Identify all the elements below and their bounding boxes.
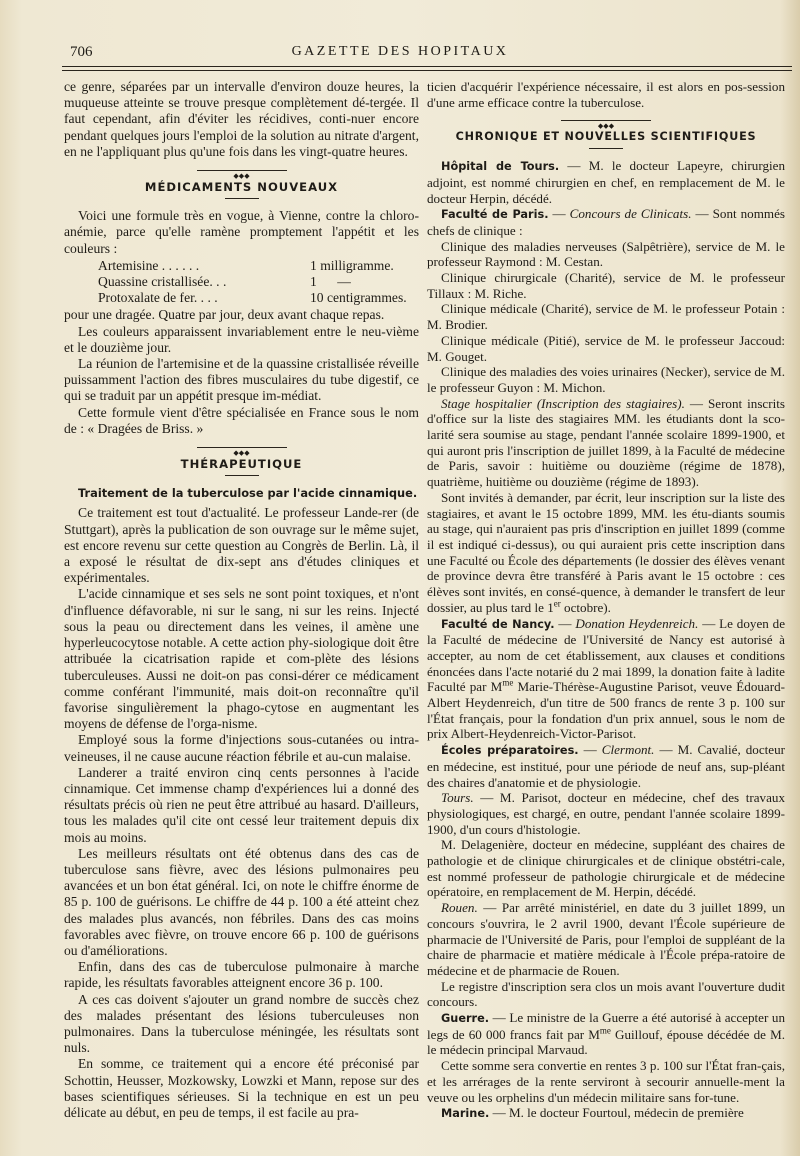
formula-row	[64, 274, 419, 290]
therapeutique-paragraph: Enfin, dans des cas de tuberculose pulmonaire à marche rapide, les résultats favorables atteignent encore 36 p. 100.	[64, 959, 419, 991]
news-italic: Clermont.	[601, 742, 655, 758]
clinique-item: Clinique des maladies des voies urinaires (Necker), service de M. le professeur Guyon : M. Michon.	[427, 364, 785, 395]
therapeutique-paragraph: Landerer a traité environ cinq cents personnes à l'acide cinnamique. Cet immense champ d'expériences lui a donné des résultats précis où rien ne peut être attribué au hasard. D'ailleurs, tous les malades qu'il cite ont cessé leur traitement depuis dix mois au moins.	[64, 764, 419, 845]
medicaments-paragraph: La réunion de l'artemisine et de la quassine cristallisée réveille puissamment l'action des fibres musculaires du tube digestif, ce qui se traduit par un appétit presque im-médiat.	[64, 356, 419, 404]
news-text: Sont invités à demander, par écrit, leur inscription sur la liste des stagiaires, et avant le 15 octobre 1899, MM. les étu-diants soumis au stage, qui n'auraient pas pris d'inscription en juillet 1899 (comme il est indiqué ci-dessus), ou qui auraient pris cette inscription dans une Faculté ou École des départements (le dossier des élèves venant de province devra être transféré à Paris avant le 15 octobre : ces élèves sont invités, en consé-quence, à demander le transfert de leur dossier, au plus tard le 1	[427, 489, 785, 615]
clinique-item: Clinique médicale (Pitié), service de M. le professeur Jaccoud: M. Gouget.	[427, 332, 785, 364]
news-italic: Tours.	[441, 790, 474, 806]
news-dash: —	[548, 206, 570, 222]
clinique-item: Clinique des maladies nerveuses (Salpêtrière), service de M. le professeur Raymond : M. Cestan.	[427, 238, 785, 270]
news-text: Guillouf, épouse décédée de M. le médecin principal Marvaud.	[427, 1026, 785, 1058]
section-title-therapeutique: THÉRAPEUTIQUE	[180, 457, 303, 472]
news-text: — M. Parisot, docteur en médecine, chef des travaux physiologiques, est chargé, en outre, pendant l'année scolaire 1899-1900, d'un cours d'histologie.	[427, 790, 785, 837]
medicaments-paragraph: Les couleurs apparaissent invariablement entre le neu-vième et le douzième jour.	[64, 323, 419, 355]
news-item-paris	[427, 206, 785, 238]
news-item-registre: Le registre d'inscription sera clos un mois avant l'ouverture dudit concours.	[427, 978, 785, 1010]
formula-quantity: 10 centigrammes.	[310, 290, 407, 306]
news-item-tours-ecole	[427, 790, 785, 837]
clinique-item: Clinique médicale (Charité), service de M. le professeur Potain : M. Brodier.	[427, 301, 785, 333]
news-heading: Écoles préparatoires.	[441, 744, 579, 758]
news-text: — Sont nommés chefs de clinique :	[427, 206, 786, 238]
news-item-guerre	[427, 1010, 785, 1058]
news-item-marine	[427, 1105, 785, 1122]
title-underline	[589, 148, 623, 149]
section-separator: ◆◆◆	[64, 166, 419, 175]
news-italic: Concours de Clinicats.	[569, 206, 692, 222]
news-item-ecoles	[427, 742, 785, 790]
medicaments-paragraph: Cette formule vient d'être spécialisée en France sous le nom de : « Dragées de Briss. »	[64, 404, 419, 436]
section-separator: ◆◆◆	[64, 443, 419, 452]
news-item-delageniere: M. Delagenière, docteur en médecine, suppléant des chaires de pathologie et de clinique chirurgicales et de clinique obstétri-cale, est nommé professeur de pathologie chirurgicale et de médecine opératoire, en remplacement de M. Herpin, décédé.	[427, 837, 785, 900]
right-intro: ticien d'acquérir l'expérience nécessaire, il est alors en pos-session d'une arme efficace contre la tuberculose.	[427, 79, 785, 110]
header-rule	[62, 66, 792, 67]
news-text: octobre).	[560, 599, 611, 615]
therapeutique-paragraph: L'acide cinnamique et ses sels ne sont point toxiques, et n'ont d'influence défavorable, ni sur le sang, ni sur les reins. Injecté sous la peau ou directement dans les veines, il amène une hyperleucocytose notable. A cette action phy-siologique doit être attribuée la cicatrisation rapide et com-plète des lésions tuberculeuses. Aussi ne doit-on pas consi-dérer ce médicament comme conférant l'immunité, mais doit-on reconnaître qu'il favorise singulièrement la phago-cytose en augmentant les moyens de défense de l'orga-nisme.	[64, 586, 419, 732]
section-title-chronique: CHRONIQUE ET NOUVELLES SCIENTIFIQUES	[455, 130, 757, 144]
news-italic: Stage hospitalier (Inscription des stagiaires).	[441, 395, 685, 411]
news-text: — Par arrêté ministériel, en date du 3 juillet 1899, un concours s'ouvrira, le 2 avril 1900, devant l'École supérieure de pharmacie de l'Université de Paris, pour l'emploi de suppléant de la chaire de pharmacie et matière médicale à l'École prépa-ratoire de médecine et de pharmacie de Rouen.	[427, 900, 785, 978]
news-text: — Le ministre de la Guerre a été autorisé à accepter un legs de 60 000 francs fait par M	[427, 1010, 785, 1042]
formula-quantity: 1 milligramme.	[310, 257, 394, 273]
title-underline	[225, 198, 259, 199]
clinique-item: Clinique chirurgicale (Charité), service de M. le professeur Tillaux : M. Riche.	[427, 270, 785, 301]
news-heading: Faculté de Paris.	[441, 208, 549, 222]
therapeutique-paragraph: En somme, ce traitement qui a encore été préconisé par Schottin, Heusser, Mozkowsky, Lowzki et Mann, repose sur des bases scientifiques sérieuses. Si la technique en est un peu délicate au début, en peu de temps, il est facile au pra-	[64, 1056, 419, 1120]
formula-ingredient: Protoxalate de fer. . . .	[98, 290, 218, 306]
therapeutique-paragraph: Les meilleurs résultats ont été obtenus dans des cas de tuberculose sans fièvre, avec des lésions pulmonaires peu avancées et un bon état général. Ici, on note le chiffre énorme de 85 p. 100 de guérisons. Le chiffre de 44 p. 100 a été atteint chez des malades plus avancés, non fébriles. Dans des cas moins favorables avec fièvre, on trouve encore 66 p. 100 de guérisons ou d'améliorations.	[64, 845, 419, 958]
superscript: me	[599, 1025, 611, 1036]
superscript: me	[502, 677, 514, 688]
therapeutique-paragraph: A ces cas doivent s'ajouter un grand nombre de succès chez des malades présentant des lésions tuberculeuses non pulmonaires. Dans la tuberculose méningée, les résultats sont nuls.	[64, 991, 419, 1056]
news-text: — Seront inscrits d'office sur la liste des stagiaires MM. les étudiants dont la sco-larité sera soumise au stage, pendant l'année scolaire 1899-1900, et qui auront pris l'inscription de juillet 1899, à la Faculté de médecine de Paris, savoir : huitième ou douzième (régime de 1878), quatrième, huitième ou douzième (régime de 1893).	[427, 395, 785, 490]
news-item-nancy	[427, 616, 785, 743]
news-item-stage	[427, 396, 785, 490]
news-dash: —	[554, 615, 576, 631]
news-italic: Rouen.	[441, 900, 478, 916]
news-text: — M. le docteur Lapeyre, chirurgien adjoint, est nommé chirurgien en chef, en remplacement de M. le docteur Herpin, décédé.	[427, 158, 785, 206]
news-item-somme: Cette somme sera convertie en rentes 3 p. 100 sur l'État fran-çais, et les arrérages de la rente serviront à secourir annuelle-ment la veuve ou les orphelins d'un médecin militaire sans for-tune.	[427, 1058, 785, 1105]
running-title: GAZETTE DES HOPITAUX	[291, 44, 509, 59]
right-column	[427, 79, 785, 1122]
news-heading: Guerre.	[441, 1012, 490, 1026]
header-rule-thin	[62, 70, 792, 71]
formula-ingredient: Artemisine . . . . . .	[98, 257, 200, 273]
formula	[64, 258, 419, 307]
section-separator: ◆◆◆	[427, 116, 785, 125]
news-item-rouen	[427, 900, 785, 979]
news-text: — M. le docteur Fourtoul, médecin de première	[489, 1105, 744, 1121]
medicaments-paragraph: Voici une formule très en vogue, à Vienne, contre la chloro-anémie, parce qu'elle ramène promptement l'appétit et les couleurs :	[64, 208, 419, 256]
formula-row	[64, 258, 419, 274]
news-italic: Donation Heydenreich.	[575, 615, 699, 631]
news-heading: Hôpital de Tours.	[441, 160, 560, 174]
news-text: — M. Cavalié, docteur en médecine, est institué, pour une période de neuf ans, sup-pléant des chaires d'anatomie et de physiologie.	[427, 742, 786, 790]
section-title-medicaments: MÉDICAMENTS NOUVEAUX	[144, 180, 339, 195]
medicaments-paragraph: pour une dragée. Quatre par jour, deux avant chaque repas.	[64, 307, 385, 323]
news-item-tours	[427, 158, 785, 206]
news-text: Marie-Thérèse-Augustine Parisot, veuve Édouard-Albert Heydenreich, d'un titre de 500 francs de rente 3 p. 100 sur l'État français, pour la fondation d'un prix annuel, sous le nom de prix Albert-Heydenreich-Victor-Parisot.	[427, 679, 785, 742]
formula-ingredient: Quassine cristallisée. . .	[98, 274, 227, 290]
news-heading: Faculté de Nancy.	[441, 617, 555, 631]
article-subtitle: Traitement de la tuberculose par l'acide cinnamique.	[78, 486, 418, 501]
news-dash: —	[578, 742, 602, 758]
therapeutique-paragraph: Employé sous la forme d'injections sous-cutanées ou intra-veineuses, il ne cause aucune réaction fébrile et au-cun malaise.	[64, 732, 419, 764]
left-column	[64, 79, 419, 1121]
formula-row	[64, 290, 419, 306]
superscript: er	[553, 598, 561, 609]
left-intro: ce genre, séparées par un intervalle d'environ douze heures, la muqueuse atteinte se trouve presque complètement dé-tergée. Il faut cependant, afin d'éviter les récidives, conti-nuer encore pendant quelques jours l'emploi de la solution au nitrate d'argent, en ne l'appliquant plus qu'une fois dans les vingt-quatre heures.	[64, 79, 419, 159]
title-underline	[225, 475, 259, 476]
formula-quantity: 1 —	[310, 274, 351, 290]
news-heading: Marine.	[441, 1107, 490, 1121]
news-text: — Le doyen de la Faculté de médecine de l'Université de Nancy est autorisé à accepter, au nom de cet établissement, aux clauses et conditions énoncées dans l'acte notarié du 2 mai 1899, la donation faite à ladite Faculté par M	[427, 615, 786, 695]
news-item-invites	[427, 490, 785, 616]
therapeutique-paragraph: Ce traitement est tout d'actualité. Le professeur Lande-rer (de Stuttgart), après la publication de son ouvrage sur le même sujet, est encore revenu sur cette question au Congrès de Berlin. Là, il a exposé le résultat de dix-sept ans d'études cliniques et expérimentales.	[64, 505, 419, 586]
page-number: 706	[70, 44, 93, 60]
